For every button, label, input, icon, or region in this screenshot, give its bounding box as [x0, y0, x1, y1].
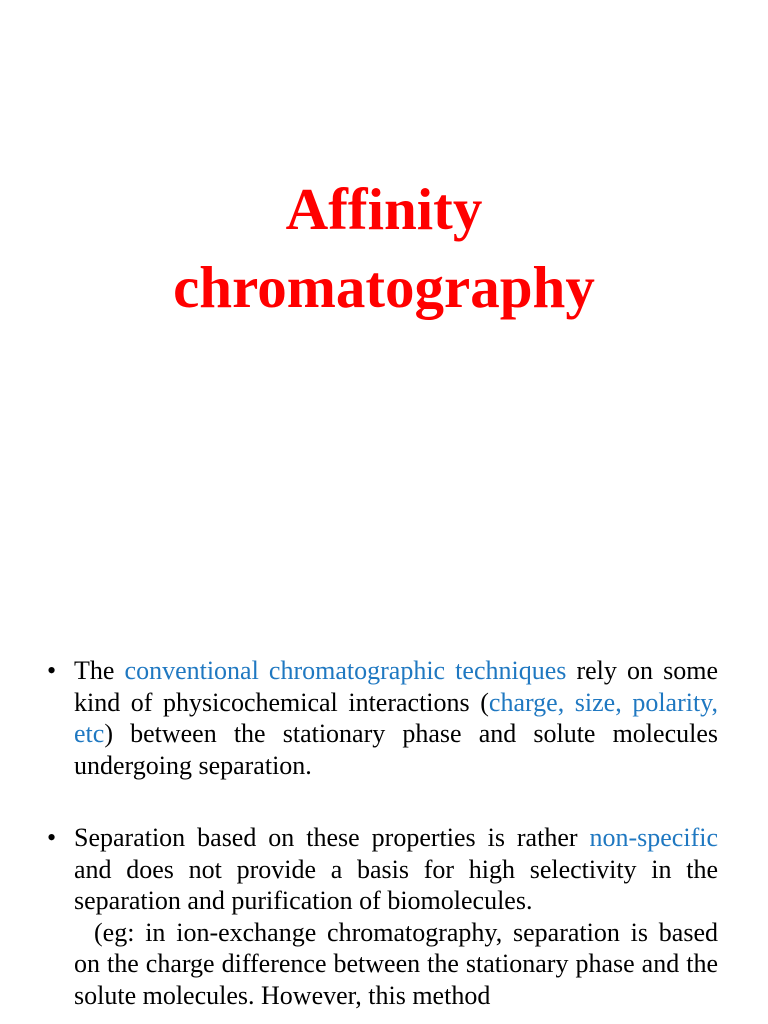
bullet-dot-icon: •	[47, 823, 57, 852]
slide-title-line-2: chromatography	[173, 254, 595, 320]
bullet-2-text-1: Separation based on these properties is rather	[74, 823, 590, 852]
slide-title	[0, 170, 768, 326]
bullet-1-text-1: The	[74, 656, 125, 685]
bullet-dot-icon: •	[47, 656, 57, 685]
bullet-list	[45, 655, 718, 1011]
slide-title-line-1: Affinity	[285, 176, 483, 242]
bullet-1-highlight-properties: charge, size, polarity, etc	[74, 687, 718, 748]
bullet-item-1	[45, 655, 718, 781]
bullet-1-text-2: rely on some kind of physicochemical interactions (	[74, 656, 718, 717]
bullet-1-text-3: ) between the stationary phase and solute molecules undergoing separation.	[74, 719, 718, 780]
bullet-2-example-paragraph: (eg: in ion-exchange chromatography, separation is based on the charge difference between the stationary phase and the solute molecules. However, this method	[74, 917, 718, 1010]
bullet-1-highlight-techniques: conventional chromatographic techniques	[124, 656, 567, 685]
bullet-2-text-2: and does not provide a basis for high selectivity in the separation and purification of biomolecules.	[74, 854, 718, 915]
bullet-item-2	[45, 822, 718, 1011]
bullet-2-highlight-non-specific: non-specific	[589, 823, 718, 852]
